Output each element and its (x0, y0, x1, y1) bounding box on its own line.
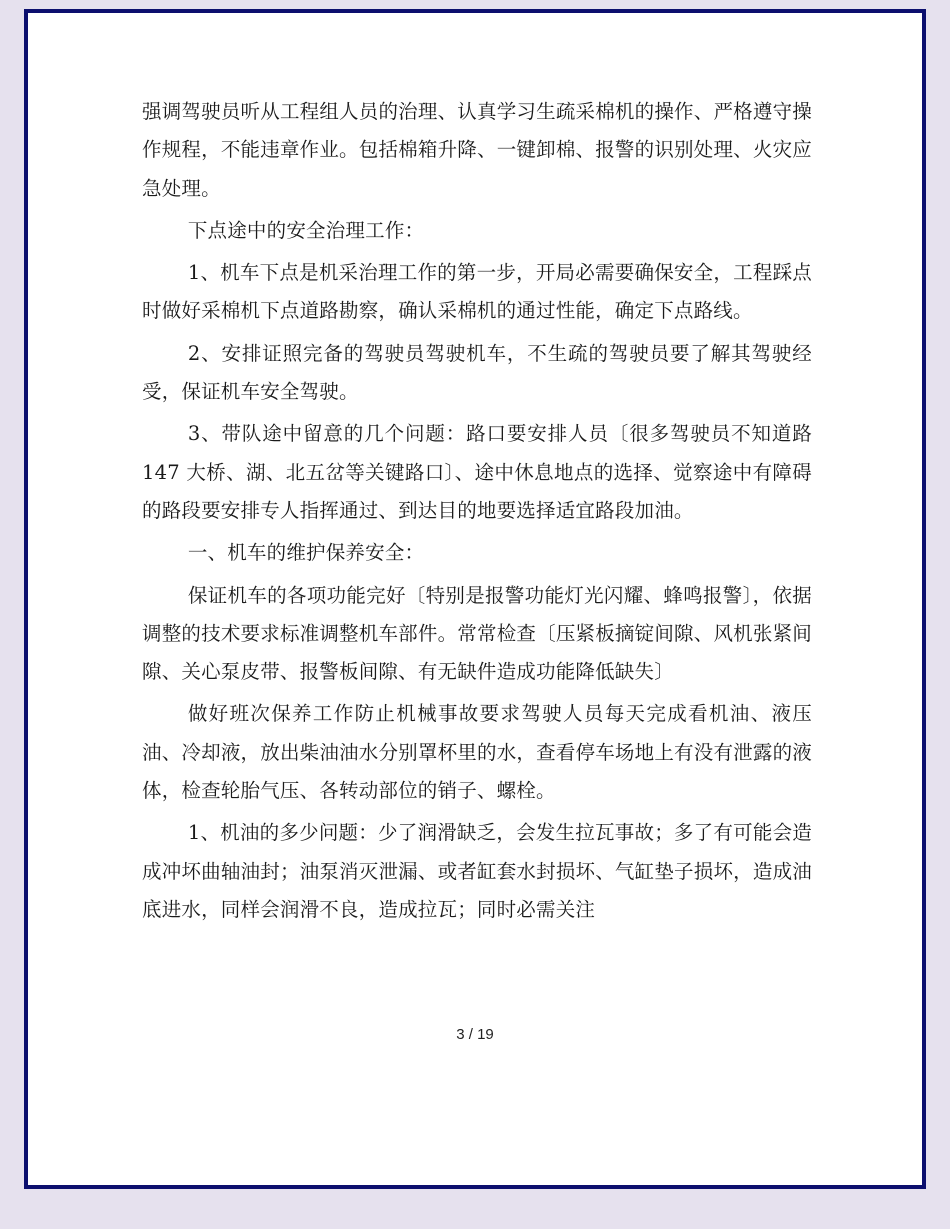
paragraph-shift-maintenance: 做好班次保养工作防止机械事故要求驾驶人员每天完成看机油、液压油、冷却液，放出柴油油水分别罩杯里的水，查看停车场地上有没有泄露的液体，检查轮胎气压、各转动部位的销子、螺栓。 (142, 702, 812, 803)
section-heading-transport-safety: 下点途中的安全治理工作： (187, 218, 425, 242)
paragraph-oil-level-item-1: 1、机油的多少问题：少了润滑缺乏，会发生拉瓦事故；多了有可能会造成冲坏曲轴油封；油泵消灭泄漏、或者缸套水封损坏、气缸垫子损坏，造成油底进水，同样会润滑不良，造成拉瓦；同时必需关注 (142, 821, 812, 921)
paragraph-transport-item-3: 3、带队途中留意的几个问题：路口要安排人员〔很多驾驶员不知道路 147 大桥、湖、北五岔等关键路口〕、途中休息地点的选择、觉察途中有障碍的路段要安排专人指挥通过、到达目的地要选择适宜路段加油。 (142, 422, 812, 522)
paragraph-maintenance-functions: 保证机车的各项功能完好〔特别是报警功能灯光闪耀、蜂鸣报警〕，依据调整的技术要求标准调整机车部件。常常检查〔压紧板摘锭间隙、风机张紧间隙、关心泵皮带、报警板间隙、有无缺件造成功能降低缺失〕 (142, 583, 812, 684)
paragraph-1: 强调驾驶员听从工程组人员的治理、认真学习生疏采棉机的操作、严格遵守操作规程，不能违章作业。包括棉箱升降、一键卸棉、报警的识别处理、火灾应急处理。 (142, 100, 812, 200)
document-body (142, 93, 812, 933)
paragraph-transport-item-2: 2、安排证照完备的驾驶员驾驶机车，不生疏的驾驶员要了解其驾驶经受，保证机车安全驾驶。 (142, 341, 812, 404)
page-number: 3 / 19 (456, 1026, 494, 1043)
document-page (24, 9, 926, 1189)
section-heading-maintenance-safety: 一、机车的维护保养安全： (187, 541, 425, 565)
paragraph-transport-item-1: 1、机车下点是机采治理工作的第一步，开局必需要确保安全，工程踩点时做好采棉机下点道路勘察，确认采棉机的通过性能，确定下点路线。 (142, 261, 812, 323)
